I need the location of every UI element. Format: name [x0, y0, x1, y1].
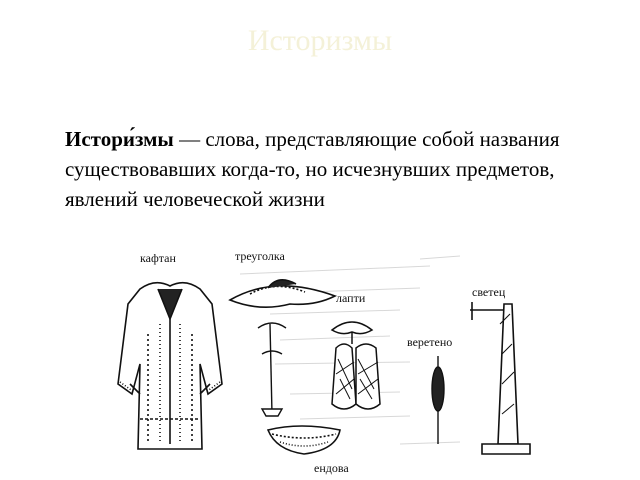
- slide-title: Историзмы: [247, 24, 393, 57]
- endova-drawing: [268, 426, 340, 454]
- kaftan-drawing: [118, 283, 222, 449]
- definition-text: — слова, представляющие собой названия существовавших когда-то, но исчезнувших предметов, явлений человеческой жизни: [65, 127, 560, 211]
- vereteno-drawing: [432, 356, 444, 444]
- stand-drawing: [258, 323, 286, 416]
- lapti-label: лапти: [336, 291, 366, 305]
- lapti-drawing: [332, 322, 380, 409]
- treugolka-drawing: [230, 280, 335, 307]
- definition-term: Истори́змы: [65, 127, 174, 151]
- historicisms-illustration: [100, 244, 550, 480]
- endova-label: ендова: [314, 461, 349, 475]
- svetets-label: светец: [472, 285, 506, 299]
- treugolka-label: треуголка: [235, 249, 285, 263]
- vereteno-label: веретено: [407, 335, 453, 349]
- definition-paragraph: [65, 124, 585, 214]
- kaftan-label: кафтан: [140, 251, 176, 265]
- svetets-drawing: [470, 302, 530, 454]
